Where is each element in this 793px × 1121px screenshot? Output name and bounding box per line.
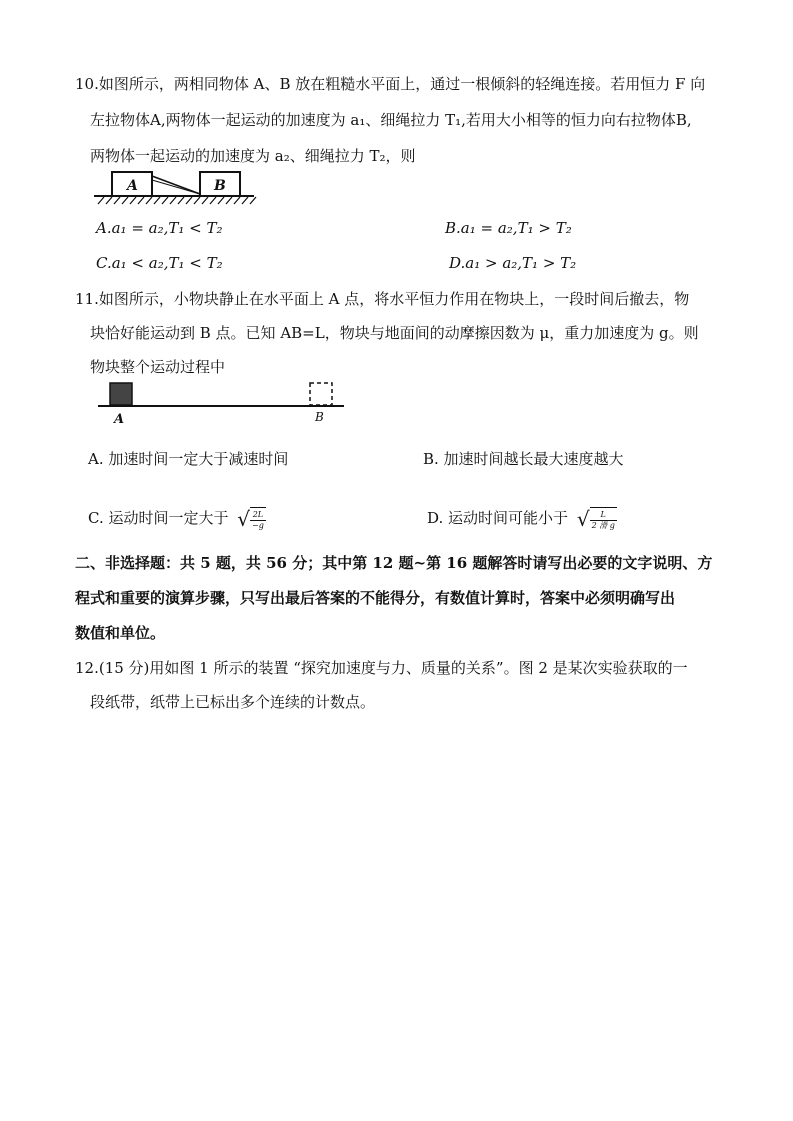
q10-line-3: 两物体一起运动的加速度为 a₂、细绳拉力 T₂，则 (90, 147, 416, 165)
frac-den: −g (252, 520, 264, 530)
frac-num: L (590, 510, 617, 521)
q11-option-b: B. 加速时间越长最大速度越大 (423, 450, 624, 468)
sqrt-2l-over-g: √ $\frac{2L}{-g}$ (237, 506, 264, 531)
q11-option-c: C. 运动时间一定大于 (88, 508, 229, 527)
point-b-label: B (315, 410, 324, 424)
point-a-label: A (114, 412, 125, 426)
rope (152, 176, 200, 194)
q11-option-d: D. 运动时间可能小于 (427, 508, 569, 527)
q12-line-1: 12.(15 分)用如图 1 所示的装置 “探究加速度与力、质量的关系”。图 2 是某次实验获取的一 (75, 659, 688, 677)
q11-figure (96, 376, 348, 426)
q11-option-a: A. 加速时间一定大于减速时间 (88, 450, 289, 468)
q10-figure (92, 166, 262, 210)
section2-line-2: 程式和重要的演算步骤，只写出最后答案的不能得分，有数值计算时，答案中必须明确写出 (75, 589, 676, 607)
block-dashed (310, 383, 332, 405)
q10-option-d: D.a₁ > a₂,T₁ > T₂ (449, 254, 577, 272)
frac-den: 2 滑 g (591, 520, 615, 530)
block-b-label: B (214, 178, 226, 194)
q12-line-2: 段纸带，纸带上已标出多个连续的计数点。 (90, 693, 376, 711)
section2-line-1: 二、非选择题：共 5 题，共 56 分；其中第 12 题~第 16 题解答时请写出必要的文字说明、方 (75, 554, 713, 572)
q11-line-3: 物块整个运动过程中 (90, 358, 226, 376)
q10-line-1: 10.如图所示，两相同物体 A、B 放在粗糙水平面上，通过一根倾斜的轻绳连接。若用恒力 F 向 (75, 75, 706, 93)
q10-option-c: C.a₁ < a₂,T₁ < T₂ (96, 254, 223, 272)
q10-option-a: A.a₁ = a₂,T₁ < T₂ (96, 219, 223, 237)
block-a-label: A (127, 178, 138, 194)
q10-option-b: B.a₁ = a₂,T₁ > T₂ (445, 219, 572, 237)
q11-line-1: 11.如图所示，小物块静止在水平面上 A 点，将水平恒力作用在物块上，一段时间后撤去，物 (75, 290, 690, 308)
q10-line-2: 左拉物体A,两物体一起运动的加速度为 a₁、细绳拉力 T₁,若用大小相等的恒力向右拉物体B, (90, 111, 692, 129)
q11-option-d-row (427, 507, 617, 531)
q11-option-c-row (88, 507, 266, 531)
block-solid (110, 383, 132, 405)
section2-line-3: 数值和单位。 (75, 624, 166, 642)
q11-line-2: 块恰好能运动到 B 点。已知 AB=L，物块与地面间的动摩擦因数为 μ，重力加速度为 g。则 (90, 324, 699, 342)
sqrt-l-over-2ug: √ $\frac{L}{\text{2 滑 g}}$ (576, 506, 615, 531)
frac-num: 2L (250, 510, 266, 521)
